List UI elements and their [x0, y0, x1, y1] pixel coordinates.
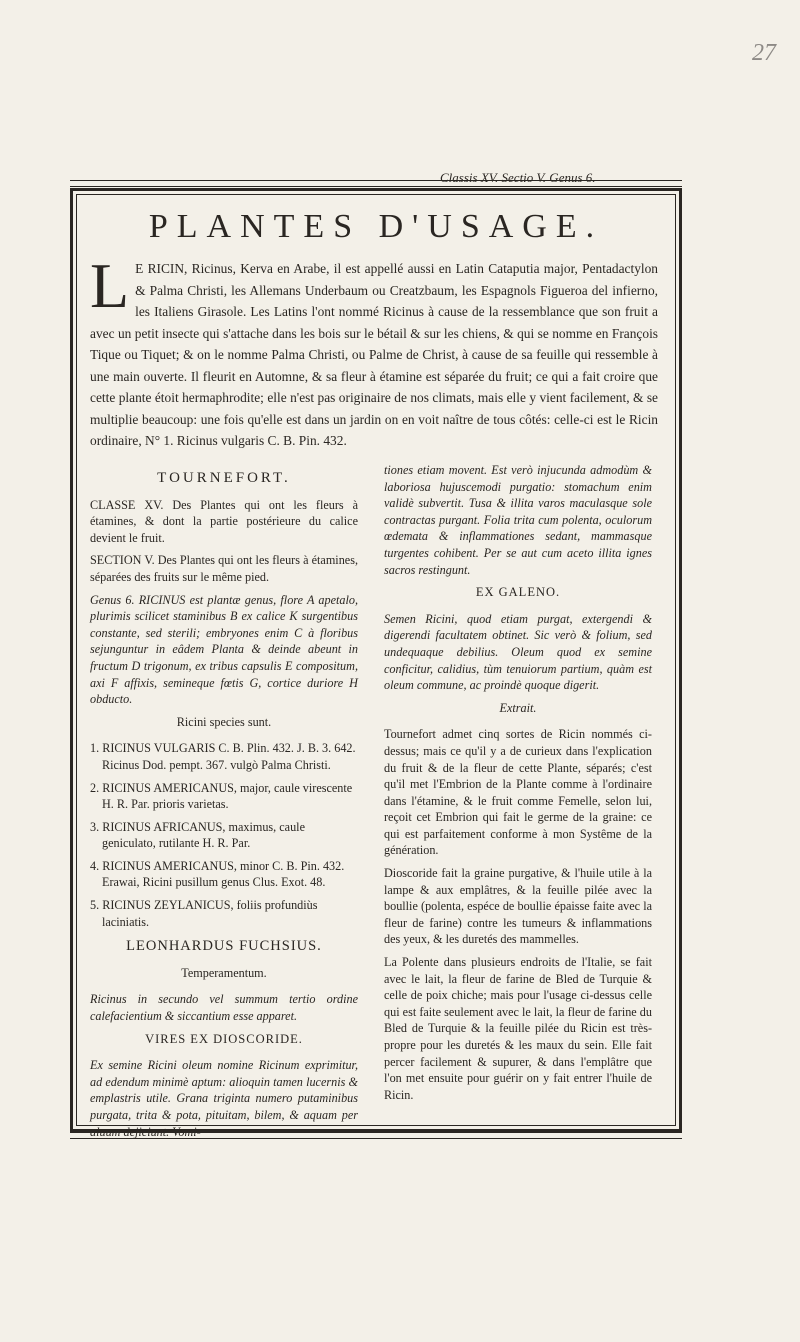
classe-paragraph: CLASSE XV. Des Plantes qui ont les fleurs à étamines, & dont la partie postérieure du calice devient le fruit. [90, 497, 358, 545]
page-title: PLANTES D'USAGE. [148, 208, 604, 245]
temperamentum-heading: Temperamentum. [181, 965, 267, 980]
vires-paragraph: Ex semine Ricini oleum nomine Ricinum exprimitur, ad edendum minimè aptum: alioquin tamen lucernis & emplastris utile. Grana triginta numero putaminibus purgata, trita & pota, pituitam, bilem, & aquam per aluum dejiciunt. Vomi- [90, 1058, 358, 1139]
extrait-heading: Extrait. [499, 700, 537, 715]
species-item-4: 4. RICINUS AMERICANUS, minor C. B. Pin. 432. Erawai, Ricini pusillum genus Clus. Exot. 48. [90, 858, 345, 890]
fuchsius-heading: LEONHARDUS FUCHSIUS. [126, 938, 322, 955]
species-item-1: 1. RICINUS VULGARIS C. B. Plin. 432. J. B. 3. 642. Ricinus Dod. pempt. 367. vulgò Palma Christi. [90, 741, 356, 772]
drop-cap: L [90, 250, 130, 321]
extrait-paragraph-2: Dioscoride fait la graine purgative, & l'huile utile à la lampe & aux emplâtres, & la feuille pilée avec la boullie (polenta, espéce de boullie épaisse faite avec la fleur de farine) contre les tumeurs & inflammations des yeux, & les duretés des mammelles. [384, 866, 652, 947]
species-item-5: 5. RICINUS ZEYLANICUS, foliis profundiùs laciniatis. [90, 898, 318, 929]
top-rule [70, 180, 682, 187]
vires-continued-paragraph: tiones etiam movent. Est verò injucunda admodùm & laboriosa hujuscemodi purgatio: stomachum enim validè subvertit. Tusa & illita varos maculasque sole contractas purgant. Folia trita cum polenta, oculorum œdemata & inflammationes sedant, mammasque turgentes cohibent. Per se aut cum aceto illita ignes sacros restingunt. [384, 463, 652, 577]
classification-header: Classis XV. Sectio V. Genus 6. [440, 170, 596, 185]
intro-text: E RICIN, Ricinus, Kerva en Arabe, il est appellé aussi en Latin Cataputia major, Pentadactylon & Palma Christi, les Allemans Underbaum ou Creatzbaum, les Espagnols Figueroa del infierno, les Italiens Girasole. Les Latins l'ont nommé Ricinus à cause de la ressemblance que son fruit a avec un petit insecte qui s'attache dans les bois sur le bétail & sur les chiens, & qui se nomme en François Tique ou Tiquet; & on le nomme Palma Christi, ou Palme de Christ, à cause de sa feuille qui ressemble à une main ouverte. Il fleurit en Automne, & sa fleur à étamine est séparée du fruit; ce qui a fait croire que cette plante étoit hermaphrodite; elle n'est pas originaire de nos climats, mais elle y vient facilement, & se multiplie beaucoup: une fois qu'elle est dans un jardin on en voit naître de tous côtés: celle-ci est le Ricin ordinaire, N° 1. Ricinus vulgaris C. B. Pin. 432. [90, 261, 658, 448]
species-heading: Ricini species sunt. [176, 714, 272, 729]
tournefort-heading: TOURNEFORT. [157, 470, 291, 486]
extrait-paragraph-1: Tournefort admet cinq sortes de Ricin nommés ci-dessus; mais ce qu'il y a de curieux dans l'explication du fruit & de la fleur de cette Plante, séparés; c'est qu'il met l'Embrion de la Plante comme à l'ordinaire dans l'étamine, & le fruit comme Femelle, selon lui, reçoit cet Embrion qui fait le germe de la graine: ce qui est parfaitement conforme à mon Systême de la génération. [384, 727, 652, 858]
intro-paragraph [90, 250, 658, 452]
vires-heading: VIRES EX DIOSCORIDE. [145, 1031, 303, 1046]
genus-paragraph: Genus 6. RICINUS est plantæ genus, flore A apetalo, plurimis scilicet staminibus B ex calice K surgentibus constante, sed sterili; embryones enim C à floribus sejunguntur in eâdem Planta & deinde abeunt in fructum D trigonum, ex tribus capsulis E compositum, axi F affixis, semineque fœtis G, cortice duriore H obducto. [90, 592, 358, 707]
temperamentum-paragraph: Ricinus in secundo vel summum tertio ordine calefacientium & siccantium esse apparet. [90, 992, 358, 1024]
species-item-3: 3. RICINUS AFRICANUS, maximus, caule geniculato, rutilante H. R. Par. [90, 819, 305, 851]
galeno-paragraph: Semen Ricini, quod etiam purgat, extergendi & digerendi facultatem obtinet. Sic verò & folium, sed undequaque debilius. Oleum quod ex semine conficitur, calidius, tùm tenuiorum partium, quàm est oleum commune, ac proindè quoque digerit. [384, 611, 652, 693]
species-item-2: 2. RICINUS AMERICANUS, major, caule virescente H. R. Par. prioris varietas. [90, 780, 353, 812]
left-column [90, 462, 358, 1146]
extrait-paragraph-3: La Polente dans plusieurs endroits de l'Italie, se fait avec le lait, la fleur de farine de Bled de Turquie & celle de poix chiche; mais pour l'usage ci-dessus celle qui est faite seulement avec le lait, la fleur de farine du Bled de Turquie & la feuille pilée du Ricin est très-propre pour les duretés & les maux du sein. Elle fait percer facilement & supurer, & dans l'emplâtre que l'on met ensuite pour guérir on y fait entrer l'huile de Ricin. [384, 955, 652, 1102]
page-number: 27 [752, 40, 776, 66]
section-paragraph: SECTION V. Des Plantes qui ont les fleurs à étamines, séparées des fruits sur le même pied. [90, 553, 358, 584]
galeno-heading: EX GALENO. [475, 585, 561, 600]
right-column [384, 462, 652, 1109]
